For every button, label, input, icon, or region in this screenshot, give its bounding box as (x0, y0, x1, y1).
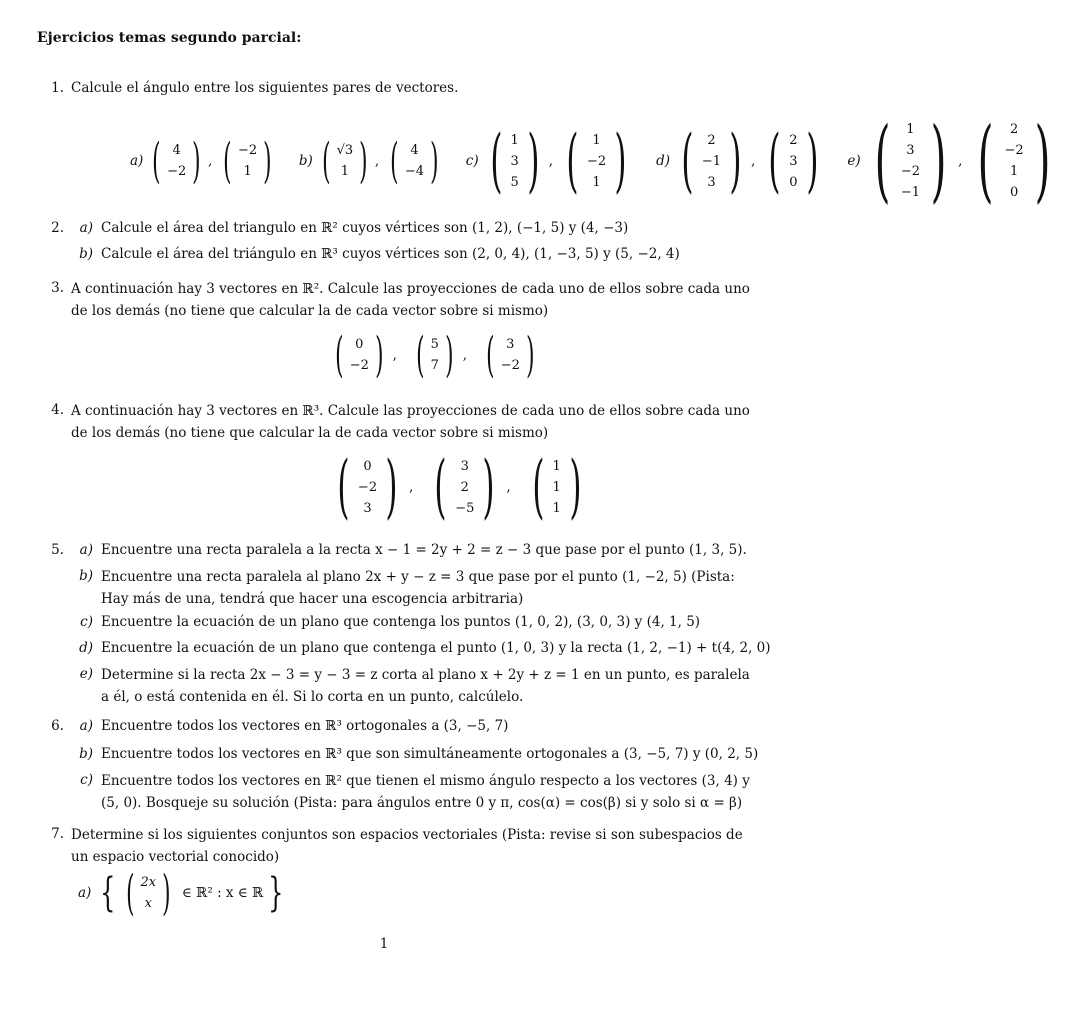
page-title: Ejercicios temas segundo parcial: (37, 30, 302, 46)
vector-entry: √3 (336, 143, 354, 158)
column-vector (481, 327, 540, 383)
vector-entries (454, 456, 475, 519)
vector-entry: 3 (906, 143, 915, 158)
right-paren: ) (375, 327, 384, 383)
vector-entries (1004, 119, 1025, 203)
column-vector (865, 108, 956, 213)
vector-entry: 0 (1009, 185, 1019, 200)
q1-pair-b (298, 133, 444, 189)
vector-entry: 0 (363, 458, 372, 474)
vector-entry: 1 (243, 164, 252, 179)
q2a-text: Calcule el área del triangulo en ℝ² cuyos vértices son (1, 2), (−1, 5) y (4, −3) (101, 220, 629, 236)
page-number: 1 (379, 936, 389, 952)
q2b-text: Calcule el área del triángulo en ℝ³ cuyos vértices son (2, 0, 4), (1, −3, 5) y (5, −2, 4) (101, 246, 680, 262)
left-paren: ( (152, 133, 161, 189)
vector-entries (701, 130, 722, 193)
q1-number: 1. (51, 80, 64, 96)
vector-entry: 3 (789, 153, 798, 169)
vector-entry: 3 (506, 337, 515, 352)
vector-entry: 1 (592, 174, 601, 190)
vector-entry: −5 (455, 500, 475, 516)
q5d-text: Encuentre la ecuación de un plano que contenga el punto (1, 0, 3) y la recta (1, 2, −1) + t(4, 2, 0) (101, 640, 771, 656)
vector-entry: 2 (707, 132, 716, 148)
vector-entry: 1 (592, 132, 601, 148)
vector-entry: 1 (552, 500, 561, 516)
left-brace: { (100, 870, 116, 916)
vector-entry: −2 (238, 143, 258, 158)
right-brace: } (268, 870, 284, 916)
vector-entries (357, 456, 378, 519)
comma: , (207, 153, 213, 169)
column-vector (147, 133, 206, 189)
column-vector (968, 108, 1059, 213)
left-paren: ( (490, 120, 503, 201)
right-paren: ) (569, 446, 582, 527)
vector-entries (349, 334, 370, 376)
vector-entry: 1 (552, 458, 561, 474)
q2a-label: a) (79, 220, 93, 236)
column-vector (121, 865, 176, 921)
vector-entry: 0 (355, 337, 364, 352)
q4-vectors (330, 446, 589, 527)
q5c-text: Encuentre la ecuación de un plano que contenga los puntos (1, 0, 2), (3, 0, 3) y (4, 1, 5) (101, 614, 701, 630)
left-paren: ( (486, 327, 495, 383)
vector-entry: −1 (900, 185, 920, 200)
right-paren: ) (729, 120, 742, 201)
q6c-text: Encuentre todos los vectores en ℝ² que tienen el mismo ángulo respecto a los vectores (3, 4) y (5, 0). Bosqueje su solución (Pista: para ángulos entre 0 y π, cos(α) = cos(β) si y solo si α = β) (101, 773, 750, 811)
left-paren: ( (390, 133, 399, 189)
vector-entry: −2 (1004, 143, 1024, 158)
vector-entry: −1 (701, 153, 722, 169)
column-vector (317, 133, 373, 189)
comma: , (751, 153, 756, 169)
vector-entries (336, 140, 355, 182)
vector-entry: 2 (1009, 122, 1019, 137)
vector-entry: −2 (900, 164, 920, 179)
q4-text: A continuación hay 3 vectores en ℝ³. Calcule las proyecciones de cada uno de ellos sobre cada uno de los demás (no tiene que calcular la de cada vector sobre si mismo) (71, 403, 750, 441)
q1-text: Calcule el ángulo entre los siguientes pares de vectores. (71, 80, 459, 96)
right-paren: ) (1034, 108, 1051, 213)
left-paren: ( (223, 133, 232, 189)
q5d-label: d) (79, 640, 93, 656)
column-vector (761, 120, 825, 201)
right-paren: ) (930, 108, 947, 213)
pair-label: d) (656, 153, 670, 169)
q5b-label: b) (79, 568, 93, 584)
right-paren: ) (614, 120, 627, 201)
vector-entry: 2x (140, 875, 157, 890)
q5c-label: c) (80, 614, 93, 630)
vector-entries (237, 140, 258, 182)
q6c-label: c) (80, 772, 93, 788)
column-vector (483, 120, 547, 201)
vector-entry: 3 (510, 153, 519, 169)
vector-entry: −2 (349, 358, 369, 373)
q3-vectors (330, 328, 540, 382)
right-paren: ) (192, 133, 201, 189)
right-paren: ) (359, 133, 368, 189)
column-vector (674, 120, 749, 201)
vector-entries (404, 140, 425, 182)
q6a-text: Encuentre todos los vectores en ℝ³ ortogonales a (3, −5, 7) (101, 718, 509, 734)
q6a-label: a) (79, 718, 93, 734)
q7a-vector (121, 865, 176, 921)
vector-entry: 0 (789, 174, 798, 190)
vector-entry: 3 (707, 174, 716, 190)
left-paren: ( (768, 120, 781, 201)
vector-entries (500, 334, 521, 376)
right-paren: ) (482, 446, 495, 527)
vector-entries (510, 130, 520, 193)
vector-entry: 4 (172, 143, 181, 158)
vector-entry: 2 (789, 132, 798, 148)
q7a-label: a) (78, 885, 92, 901)
vector-entry: −4 (404, 164, 425, 179)
column-vector (411, 327, 459, 383)
q3-text: A continuación hay 3 vectores en ℝ². Calcule las proyecciones de cada uno de ellos sobre cada uno de los demás (no tiene que calcular la de cada vector sobre si mismo) (71, 281, 750, 319)
right-paren: ) (385, 446, 398, 527)
q5b-text: Encuentre una recta paralela al plano 2x + y − z = 3 que pase por el punto (1, −2, 5) (Pista: Hay más de una, tendrá que hacer una escogencia arbitraria) (101, 569, 735, 607)
right-paren: ) (805, 120, 819, 201)
vector-entries (430, 334, 440, 376)
right-paren: ) (527, 120, 540, 201)
vector-entry: 1 (1009, 164, 1019, 179)
vector-entry: 3 (460, 458, 469, 474)
right-paren: ) (445, 327, 454, 383)
column-vector (218, 133, 277, 189)
comma: , (409, 479, 414, 495)
q7a-set (78, 866, 289, 920)
q6b-text: Encuentre todos los vectores en ℝ³ que son simultáneamente ortogonales a (3, −5, 7) y (0, 2, 5) (101, 746, 759, 762)
vector-entry: 5 (430, 337, 439, 352)
vector-entry: −2 (167, 164, 187, 179)
left-paren: ( (681, 120, 694, 201)
left-paren: ( (874, 108, 891, 213)
column-vector (427, 446, 502, 527)
comma: , (462, 347, 467, 363)
q7-number: 7. (51, 826, 64, 842)
q6-number: 6. (51, 718, 64, 734)
vector-entry: 2 (460, 479, 469, 495)
pair-label: a) (130, 153, 144, 169)
column-vector (559, 120, 634, 201)
vector-entry: 3 (363, 500, 372, 516)
q1-pair-d (656, 120, 825, 201)
vector-entries (788, 130, 798, 193)
vector-entry: 1 (552, 479, 561, 495)
vector-entries (552, 456, 562, 519)
comma: , (548, 153, 554, 169)
vector-entries (166, 140, 187, 182)
pair-label: b) (298, 153, 313, 169)
q1-pair-e (847, 108, 1059, 213)
left-paren: ( (337, 446, 350, 527)
q6b-label: b) (79, 746, 93, 762)
vector-entry: 1 (906, 122, 915, 137)
q3-number: 3. (51, 280, 64, 296)
left-paren: ( (125, 865, 135, 921)
comma: , (958, 153, 963, 169)
q4-number: 4. (51, 402, 64, 418)
vector-entry: 5 (510, 174, 519, 190)
vector-entry: −2 (357, 479, 378, 495)
left-paren: ( (566, 120, 579, 201)
vector-entry: 1 (340, 164, 349, 179)
left-paren: ( (335, 327, 344, 383)
vector-entry: 1 (510, 132, 519, 148)
q7-text: Determine si los siguientes conjuntos son espacios vectoriales (Pista: revise si son subespacios de un espacio vectorial conocido) (71, 827, 743, 865)
q1-vector-pairs (130, 108, 1082, 213)
q5a-label: a) (79, 542, 93, 558)
left-paren: ( (434, 446, 447, 527)
vector-entry: −2 (500, 358, 520, 373)
pair-label: e) (847, 153, 861, 169)
left-paren: ( (321, 133, 331, 189)
vector-entry: x (144, 896, 152, 911)
column-vector (525, 446, 589, 527)
vector-entry: 4 (410, 143, 419, 158)
left-paren: ( (978, 108, 994, 213)
q5-number: 5. (51, 542, 64, 558)
right-paren: ) (430, 133, 439, 189)
q2b-label: b) (79, 246, 93, 262)
vector-entries (900, 119, 921, 203)
vector-entries (586, 130, 607, 193)
right-paren: ) (263, 133, 272, 189)
q5a-text: Encuentre una recta paralela a la recta x − 1 = 2y + 2 = z − 3 que pase por el punto (1, 3, 5). (101, 542, 747, 558)
comma: , (392, 347, 397, 363)
comma: , (506, 479, 511, 495)
comma: , (374, 153, 380, 169)
left-paren: ( (532, 446, 545, 527)
q1-pair-c (465, 120, 634, 201)
vector-entry: −2 (586, 153, 607, 169)
vector-entry: 7 (430, 358, 439, 373)
vector-entries (140, 872, 158, 914)
q2-number: 2. (51, 220, 64, 236)
q7a-set-condition: ∈ ℝ² : x ∈ ℝ (181, 885, 264, 901)
left-paren: ( (416, 327, 425, 383)
right-paren: ) (526, 327, 535, 383)
column-vector (330, 446, 405, 527)
pair-label: c) (465, 153, 479, 169)
q5e-label: e) (79, 666, 93, 682)
right-paren: ) (162, 865, 171, 921)
q5e-text: Determine si la recta 2x − 3 = y − 3 = z corta al plano x + 2y + z = 1 en un punto, es paralela a él, o está contenida en él. Si lo corta en un punto, calcúlelo. (101, 667, 750, 705)
q1-pair-a (130, 133, 277, 189)
column-vector (330, 327, 389, 383)
column-vector (385, 133, 444, 189)
